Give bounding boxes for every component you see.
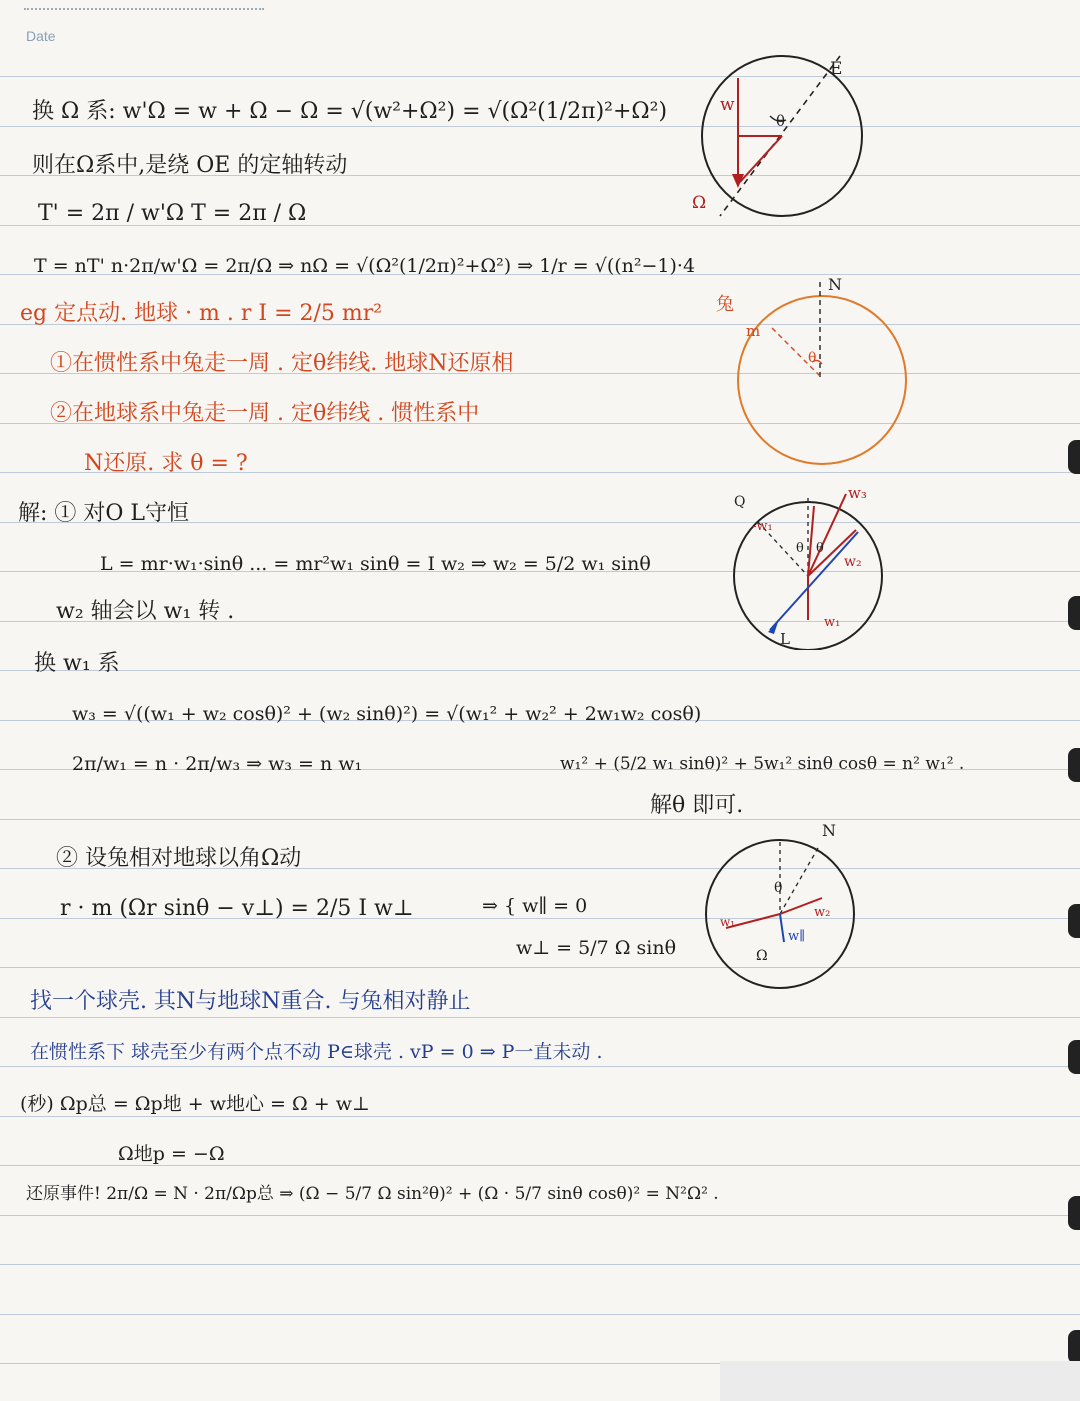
note-line: ⇒ { w∥ = 0 bbox=[482, 895, 588, 917]
binder-ring bbox=[1068, 440, 1080, 474]
diagram-label: w₁ bbox=[824, 615, 841, 630]
diagram-label: θ bbox=[796, 541, 804, 556]
note-line: ② 设兔相对地球以角Ω动 bbox=[56, 846, 302, 871]
diagram-label: -w₁ bbox=[752, 519, 773, 534]
note-line: r · m (Ωr sinθ − v⊥) = 2/5 I w⊥ bbox=[60, 896, 414, 921]
note-line: 换 w₁ 系 bbox=[34, 651, 120, 676]
diagram-label: Ω bbox=[756, 948, 768, 964]
binder-ring bbox=[1068, 748, 1080, 782]
note-line: w₂ 轴会以 w₁ 转 . bbox=[56, 599, 235, 624]
binder-ring bbox=[1068, 904, 1080, 938]
note-line: L = mr·w₁·sinθ ... = mr²w₁ sinθ = I w₂ ⇒ w₂ = 5/2 w₁ sinθ bbox=[100, 553, 651, 575]
diagram-label: Q bbox=[734, 494, 746, 510]
diagram-label: w₂ bbox=[814, 905, 831, 920]
header-dotted-rule bbox=[24, 8, 264, 10]
diagram-label: w₂ bbox=[844, 554, 862, 570]
note-line: N还原. 求 θ = ? bbox=[84, 451, 248, 476]
diagram-label: w₃ bbox=[848, 484, 867, 502]
diagram-label: m bbox=[746, 322, 761, 340]
diagram-label: θ bbox=[776, 112, 786, 130]
note-line: T' = 2π / w'Ω T = 2π / Ω bbox=[38, 201, 307, 226]
diagram-angular-momentum bbox=[718, 480, 888, 650]
ruled-line bbox=[0, 126, 1080, 127]
note-line: 解: ① 对O L守恒 bbox=[18, 501, 190, 526]
note-line: eg 定点动. 地球 · m . r I = 2/5 mr² bbox=[20, 301, 383, 326]
diagram-label: θ bbox=[774, 880, 783, 896]
diagram-shell bbox=[700, 820, 870, 990]
note-line: 找一个球壳. 其N与地球N重合. 与兔相对静止 bbox=[30, 989, 471, 1014]
diagram-label: E bbox=[830, 59, 843, 79]
diagram-label: L bbox=[780, 630, 790, 648]
diagram-label: Ω bbox=[692, 193, 707, 213]
note-line: ②在地球系中兔走一周 . 定θ纬线 . 惯性系中 bbox=[50, 401, 480, 426]
note-line: T = nT' n·2π/w'Ω = 2π/Ω ⇒ nΩ = √(Ω²(1/2π)²+Ω²) ⇒ 1/r = √((n²−1)·4 bbox=[34, 255, 696, 277]
binder-ring bbox=[1068, 1196, 1080, 1230]
ruled-line bbox=[0, 76, 1080, 77]
binder-ring bbox=[1068, 1330, 1080, 1364]
ruled-line bbox=[0, 670, 1080, 671]
diagram-label: θ bbox=[808, 350, 817, 366]
note-line: 换 Ω 系: w'Ω = w + Ω − Ω = √(w²+Ω²) = √(Ω²(1/2π)²+Ω²) bbox=[32, 99, 668, 124]
binder-ring bbox=[1068, 1040, 1080, 1074]
ruled-line bbox=[0, 819, 1080, 820]
binder-ring bbox=[1068, 596, 1080, 630]
diagram-rotation-axis bbox=[690, 48, 880, 218]
diagram-label: N bbox=[828, 275, 842, 294]
diagram-label: N bbox=[822, 821, 836, 840]
page-corner-shadow bbox=[720, 1361, 1080, 1401]
diagram-label: θ bbox=[816, 541, 824, 556]
ruled-line bbox=[0, 1215, 1080, 1216]
note-line: ①在惯性系中兔走一周 . 定θ纬线. 地球N还原相 bbox=[50, 351, 514, 376]
note-line: w⊥ = 5/7 Ω sinθ bbox=[516, 937, 677, 959]
ruled-line bbox=[0, 1264, 1080, 1265]
note-line: w₁² + (5/2 w₁ sinθ)² + 5w₁² sinθ cosθ = n² w₁² . bbox=[560, 754, 965, 774]
note-line: 则在Ω系中,是绕 OE 的定轴转动 bbox=[32, 153, 348, 178]
note-line: 2π/w₁ = n · 2π/w₃ ⇒ w₃ = n w₁ bbox=[72, 753, 363, 775]
note-line: w₃ = √((w₁ + w₂ cosθ)² + (w₂ sinθ)²) = √(w₁² + w₂² + 2w₁w₂ cosθ) bbox=[72, 703, 702, 725]
diagram-label: 兔 bbox=[716, 294, 734, 315]
diagram-earth-rabbit bbox=[712, 270, 912, 470]
diagram-label: w₁ bbox=[720, 915, 736, 929]
diagram-label: w∥ bbox=[788, 929, 806, 944]
note-line: 在惯性系下 球壳至少有两个点不动 P∈球壳 . vP = 0 ⇒ P一直未动 . bbox=[30, 1041, 603, 1063]
note-line: Ω地p = −Ω bbox=[118, 1143, 225, 1165]
date-label: Date bbox=[26, 28, 56, 44]
note-line: 解θ 即可. bbox=[650, 793, 744, 818]
ruled-line bbox=[0, 1314, 1080, 1315]
ruled-line bbox=[0, 1017, 1080, 1018]
diagram-label: w bbox=[720, 95, 735, 115]
note-line: (秒) Ωp总 = Ωp地 + w地心 = Ω + w⊥ bbox=[20, 1093, 370, 1115]
ruled-line bbox=[0, 967, 1080, 968]
note-line: 还原事件! 2π/Ω = N · 2π/Ωp总 ⇒ (Ω − 5/7 Ω sin²θ)² + (Ω · 5/7 sinθ cosθ)² = N²Ω² . bbox=[26, 1184, 719, 1204]
ruled-line bbox=[0, 1066, 1080, 1067]
